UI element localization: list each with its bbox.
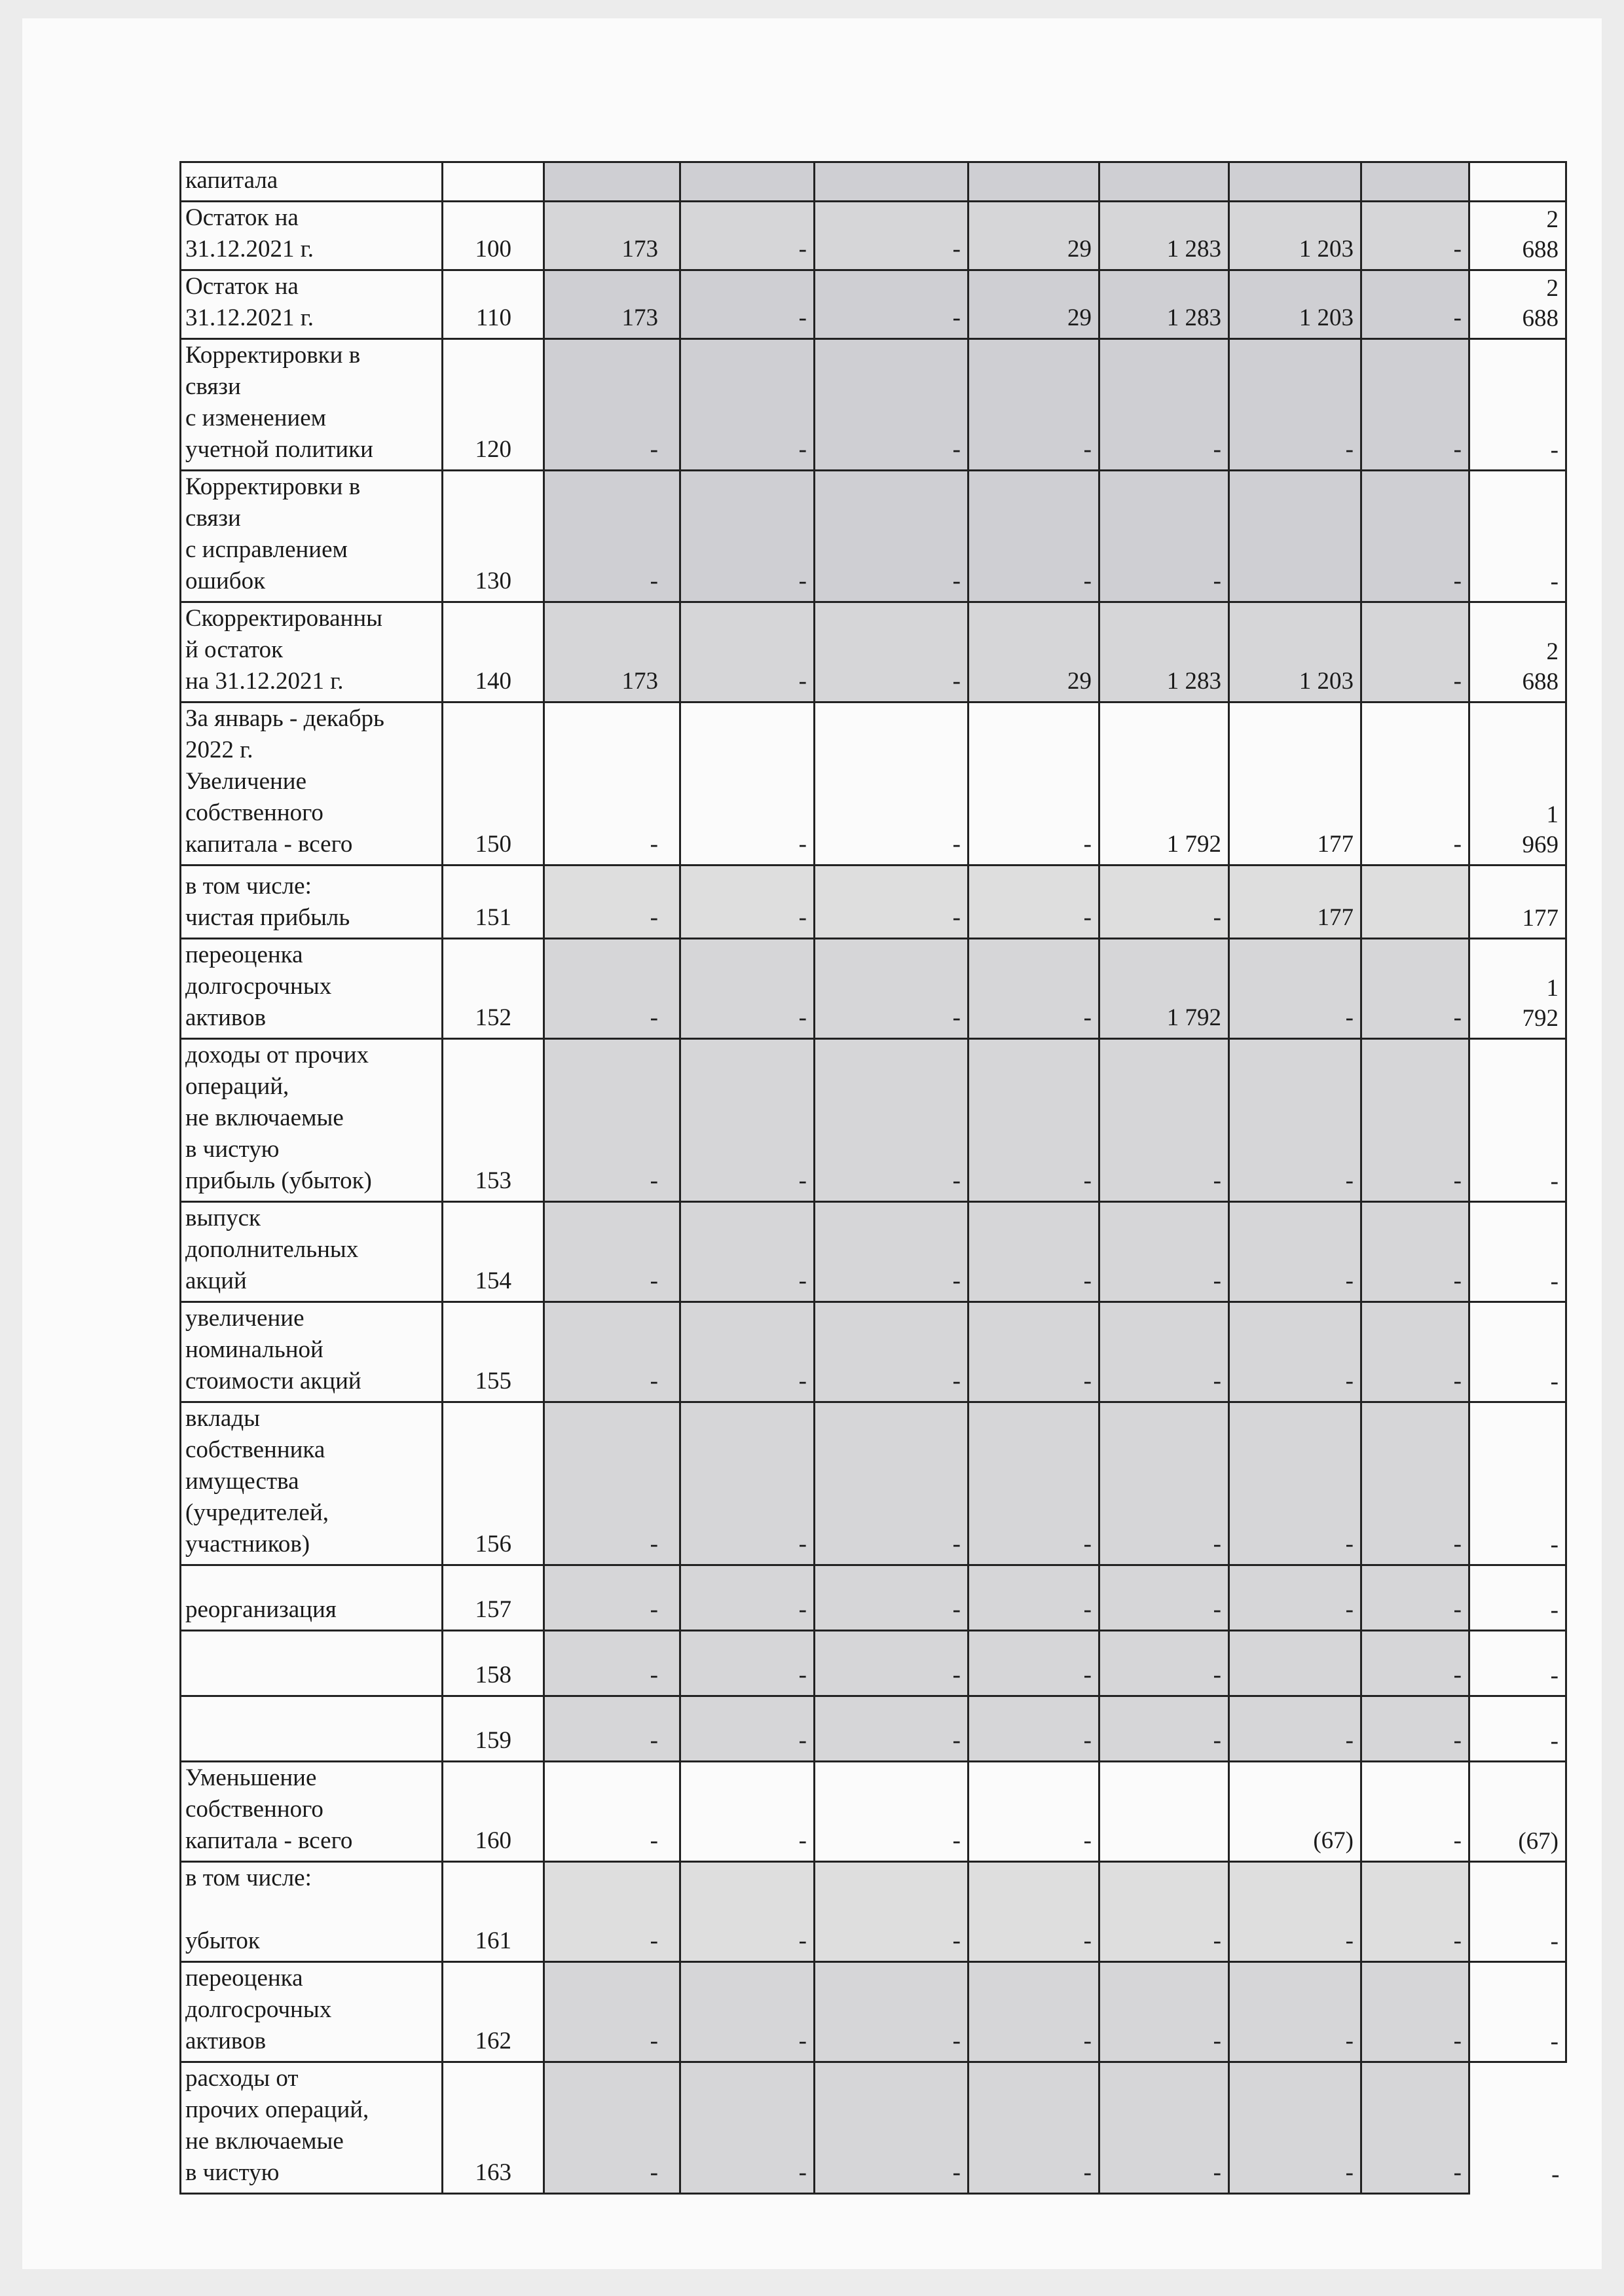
value-cell: -	[815, 1696, 969, 1762]
table-row	[181, 2062, 1566, 2194]
value-cell: -	[1361, 702, 1469, 866]
value-cell: -	[815, 1962, 969, 2062]
table-row	[181, 339, 1566, 471]
value-cell: -	[544, 1962, 680, 2062]
value-cell: -	[1099, 866, 1229, 939]
table-row	[181, 1302, 1566, 1402]
value-cell	[1099, 162, 1229, 202]
row-label: увеличение номинальной стоимости акций	[181, 1302, 443, 1402]
total-cell: 1 969	[1469, 702, 1566, 866]
value-cell: -	[1099, 1862, 1229, 1962]
value-cell: -	[1361, 1565, 1469, 1631]
table-row	[181, 866, 1566, 939]
total-cell: (67)	[1469, 1762, 1566, 1862]
value-cell: -	[969, 1039, 1099, 1202]
total-cell: -	[1469, 1565, 1566, 1631]
row-code: 154	[443, 1202, 544, 1302]
value-cell: -	[969, 1402, 1099, 1565]
total-cell: -	[1469, 339, 1566, 471]
value-cell: -	[815, 2062, 969, 2194]
value-cell: -	[815, 1302, 969, 1402]
value-cell: -	[1361, 339, 1469, 471]
row-label: Скорректированны й остаток на 31.12.2021 г.	[181, 602, 443, 702]
value-cell: -	[1099, 471, 1229, 602]
row-label: Корректировки в связи с изменением учетной политики	[181, 339, 443, 471]
table-row	[181, 702, 1566, 866]
value-cell: -	[1361, 1962, 1469, 2062]
value-cell: -	[1229, 1402, 1361, 1565]
value-cell: -	[1099, 1202, 1229, 1302]
value-cell: -	[1229, 1862, 1361, 1962]
value-cell	[969, 162, 1099, 202]
value-cell: -	[680, 1039, 815, 1202]
table-row	[181, 1039, 1566, 1202]
table-row	[181, 939, 1566, 1039]
value-cell: -	[969, 1631, 1099, 1696]
row-label: в том числе: убыток	[181, 1862, 443, 1962]
value-cell: -	[1229, 1202, 1361, 1302]
value-cell: -	[969, 339, 1099, 471]
value-cell: -	[680, 602, 815, 702]
value-cell: 1 792	[1099, 702, 1229, 866]
value-cell: -	[969, 1302, 1099, 1402]
row-code: 157	[443, 1565, 544, 1631]
value-cell: -	[1099, 1565, 1229, 1631]
value-cell: -	[969, 702, 1099, 866]
value-cell: -	[680, 939, 815, 1039]
total-cell: -	[1469, 1302, 1566, 1402]
value-cell: -	[969, 2062, 1099, 2194]
table-row	[181, 1565, 1566, 1631]
value-cell	[815, 162, 969, 202]
row-label: вклады собственника имущества (учредителей, участников)	[181, 1402, 443, 1565]
total-cell: 2 688	[1469, 270, 1566, 339]
row-code: 152	[443, 939, 544, 1039]
value-cell: 1 283	[1099, 602, 1229, 702]
equity-changes-table	[179, 161, 1567, 2195]
value-cell: 1 792	[1099, 939, 1229, 1039]
value-cell: 1 203	[1229, 202, 1361, 270]
value-cell	[1361, 162, 1469, 202]
row-label: За январь - декабрь 2022 г. Увеличение собственного капитала - всего	[181, 702, 443, 866]
row-label: переоценка долгосрочных активов	[181, 1962, 443, 2062]
row-label: в том числе: чистая прибыль	[181, 866, 443, 939]
value-cell	[1229, 162, 1361, 202]
value-cell: -	[1099, 1631, 1229, 1696]
value-cell: -	[544, 1565, 680, 1631]
row-code: 153	[443, 1039, 544, 1202]
total-cell: 2 688	[1469, 602, 1566, 702]
row-code: 163	[443, 2062, 544, 2194]
total-cell: -	[1469, 1202, 1566, 1302]
row-code: 140	[443, 602, 544, 702]
table-row	[181, 471, 1566, 602]
total-cell: -	[1469, 1039, 1566, 1202]
value-cell: -	[815, 1202, 969, 1302]
value-cell: -	[1361, 602, 1469, 702]
table-row	[181, 602, 1566, 702]
value-cell: -	[969, 866, 1099, 939]
value-cell: -	[680, 1762, 815, 1862]
total-cell: -	[1469, 2062, 1566, 2194]
row-label: переоценка долгосрочных активов	[181, 939, 443, 1039]
value-cell	[1099, 1762, 1229, 1862]
value-cell: 1 283	[1099, 270, 1229, 339]
value-cell: -	[680, 2062, 815, 2194]
value-cell: -	[1229, 1696, 1361, 1762]
row-code: 162	[443, 1962, 544, 2062]
row-code: 150	[443, 702, 544, 866]
value-cell: -	[815, 1631, 969, 1696]
value-cell: -	[969, 1565, 1099, 1631]
value-cell: 1 283	[1099, 202, 1229, 270]
value-cell: -	[1229, 1039, 1361, 1202]
value-cell: -	[815, 1565, 969, 1631]
row-code: 120	[443, 339, 544, 471]
value-cell: -	[815, 602, 969, 702]
value-cell: -	[1361, 202, 1469, 270]
value-cell: -	[815, 1862, 969, 1962]
value-cell: 29	[969, 602, 1099, 702]
value-cell: -	[1099, 1402, 1229, 1565]
row-label: выпуск дополнительных акций	[181, 1202, 443, 1302]
value-cell: -	[680, 1565, 815, 1631]
value-cell: -	[544, 1202, 680, 1302]
value-cell: -	[815, 471, 969, 602]
row-label: капитала	[181, 162, 443, 202]
value-cell: -	[1229, 1565, 1361, 1631]
value-cell: -	[680, 1202, 815, 1302]
value-cell: -	[815, 702, 969, 866]
value-cell: -	[1361, 939, 1469, 1039]
value-cell: -	[815, 339, 969, 471]
value-cell: -	[1099, 1962, 1229, 2062]
value-cell	[1229, 471, 1361, 602]
value-cell: -	[1361, 1202, 1469, 1302]
value-cell: -	[815, 202, 969, 270]
value-cell: -	[815, 866, 969, 939]
value-cell: -	[1361, 471, 1469, 602]
value-cell: -	[544, 1862, 680, 1962]
value-cell: -	[1099, 1302, 1229, 1402]
row-code: 151	[443, 866, 544, 939]
value-cell: -	[544, 939, 680, 1039]
row-label: Остаток на 31.12.2021 г.	[181, 270, 443, 339]
row-label	[181, 1696, 443, 1762]
value-cell	[1361, 866, 1469, 939]
value-cell: -	[680, 339, 815, 471]
total-cell: -	[1469, 1696, 1566, 1762]
value-cell: -	[1361, 2062, 1469, 2194]
value-cell: -	[544, 1631, 680, 1696]
row-label: доходы от прочих операций, не включаемые в чистую прибыль (убыток)	[181, 1039, 443, 1202]
row-code: 160	[443, 1762, 544, 1862]
value-cell: -	[544, 1302, 680, 1402]
total-cell: -	[1469, 1862, 1566, 1962]
row-code: 158	[443, 1631, 544, 1696]
row-label: расходы от прочих операций, не включаемые в чистую	[181, 2062, 443, 2194]
value-cell: -	[969, 1762, 1099, 1862]
value-cell: -	[680, 1862, 815, 1962]
value-cell: -	[680, 270, 815, 339]
value-cell: 29	[969, 202, 1099, 270]
value-cell: -	[680, 1962, 815, 2062]
row-label: реорганизация	[181, 1565, 443, 1631]
value-cell: -	[544, 1696, 680, 1762]
value-cell: -	[1229, 1962, 1361, 2062]
value-cell: -	[544, 1039, 680, 1202]
value-cell	[1229, 1631, 1361, 1696]
value-cell: -	[680, 1302, 815, 1402]
row-label: Корректировки в связи с исправлением ошибок	[181, 471, 443, 602]
value-cell: -	[1099, 1039, 1229, 1202]
row-code: 155	[443, 1302, 544, 1402]
value-cell: 173	[544, 202, 680, 270]
table-row	[181, 202, 1566, 270]
value-cell: -	[815, 270, 969, 339]
row-code: 159	[443, 1696, 544, 1762]
table-row	[181, 1962, 1566, 2062]
value-cell: -	[544, 1402, 680, 1565]
value-cell: -	[544, 702, 680, 866]
value-cell: 1 203	[1229, 602, 1361, 702]
value-cell: 29	[969, 270, 1099, 339]
value-cell: -	[1229, 1302, 1361, 1402]
value-cell: -	[680, 866, 815, 939]
value-cell: -	[544, 2062, 680, 2194]
value-cell: 1 203	[1229, 270, 1361, 339]
value-cell: -	[1229, 2062, 1361, 2194]
value-cell: -	[544, 1762, 680, 1862]
value-cell: -	[969, 471, 1099, 602]
value-cell: -	[544, 339, 680, 471]
value-cell: -	[1099, 2062, 1229, 2194]
total-cell: -	[1469, 1962, 1566, 2062]
scanned-page	[22, 18, 1602, 2269]
row-code: 130	[443, 471, 544, 602]
value-cell: -	[969, 1862, 1099, 1962]
value-cell: -	[969, 1202, 1099, 1302]
value-cell: -	[680, 1402, 815, 1565]
total-cell: -	[1469, 1631, 1566, 1696]
value-cell: 173	[544, 270, 680, 339]
value-cell: -	[1099, 1696, 1229, 1762]
value-cell: -	[969, 1962, 1099, 2062]
total-cell: -	[1469, 471, 1566, 602]
value-cell: -	[815, 1039, 969, 1202]
table-row	[181, 162, 1566, 202]
value-cell: -	[544, 471, 680, 602]
value-cell	[680, 162, 815, 202]
total-cell: 177	[1469, 866, 1566, 939]
table-row	[181, 1696, 1566, 1762]
value-cell: 177	[1229, 702, 1361, 866]
value-cell: 177	[1229, 866, 1361, 939]
value-cell	[544, 162, 680, 202]
table-row	[181, 1631, 1566, 1696]
value-cell: -	[815, 1402, 969, 1565]
total-cell: 2 688	[1469, 202, 1566, 270]
value-cell: -	[1361, 1302, 1469, 1402]
row-label	[181, 1631, 443, 1696]
value-cell: -	[969, 1696, 1099, 1762]
value-cell: -	[1361, 270, 1469, 339]
total-cell	[1469, 162, 1566, 202]
table-row	[181, 270, 1566, 339]
value-cell: -	[1099, 339, 1229, 471]
value-cell: -	[1361, 1039, 1469, 1202]
table-row	[181, 1402, 1566, 1565]
row-label: Уменьшение собственного капитала - всего	[181, 1762, 443, 1862]
value-cell: -	[1229, 939, 1361, 1039]
value-cell: -	[1229, 339, 1361, 471]
total-cell: 1 792	[1469, 939, 1566, 1039]
value-cell: -	[1361, 1862, 1469, 1962]
value-cell: 173	[544, 602, 680, 702]
value-cell: -	[680, 1631, 815, 1696]
value-cell: -	[680, 702, 815, 866]
row-code: 100	[443, 202, 544, 270]
table-row	[181, 1202, 1566, 1302]
row-label: Остаток на 31.12.2021 г.	[181, 202, 443, 270]
value-cell: -	[815, 1762, 969, 1862]
total-cell: -	[1469, 1402, 1566, 1565]
value-cell: -	[544, 866, 680, 939]
value-cell: -	[1361, 1696, 1469, 1762]
row-code	[443, 162, 544, 202]
value-cell: (67)	[1229, 1762, 1361, 1862]
value-cell: -	[1361, 1631, 1469, 1696]
value-cell: -	[680, 202, 815, 270]
row-code: 156	[443, 1402, 544, 1565]
value-cell: -	[1361, 1402, 1469, 1565]
value-cell: -	[815, 939, 969, 1039]
row-code: 161	[443, 1862, 544, 1962]
value-cell: -	[680, 471, 815, 602]
value-cell: -	[969, 939, 1099, 1039]
table-row	[181, 1762, 1566, 1862]
value-cell: -	[1361, 1762, 1469, 1862]
value-cell: -	[680, 1696, 815, 1762]
row-code: 110	[443, 270, 544, 339]
table-row	[181, 1862, 1566, 1962]
